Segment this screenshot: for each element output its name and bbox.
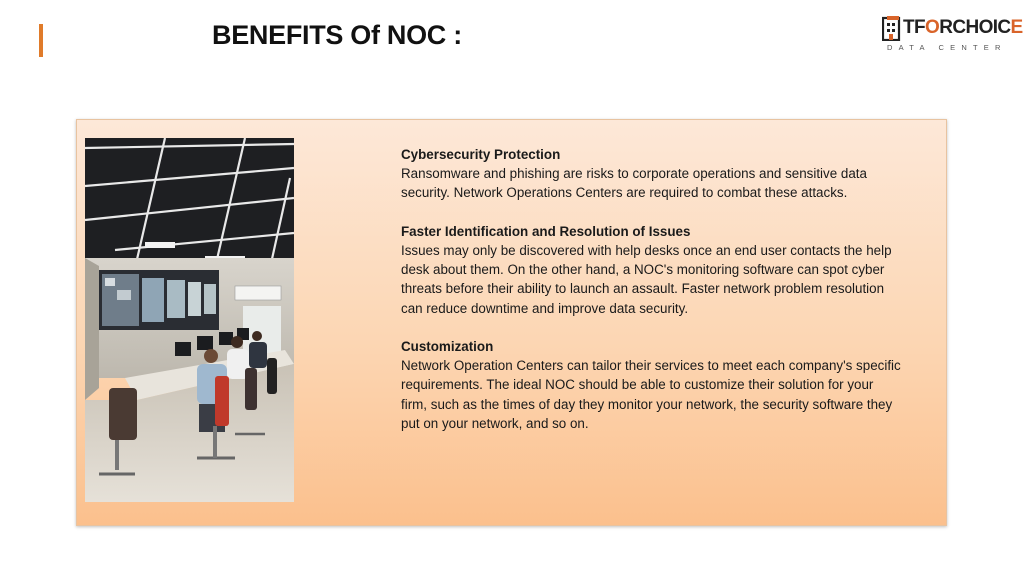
section-customization <box>401 337 901 433</box>
section-faster-resolution <box>401 222 901 318</box>
benefits-text <box>401 145 901 452</box>
logo-wordmark <box>882 14 1023 42</box>
section-heading: Customization <box>401 339 494 354</box>
title-accent-bar <box>39 24 43 57</box>
slide-title: BENEFITS Of NOC : <box>212 20 462 50</box>
section-body: Network Operation Centers can tailor their services to meet each company's specific requirements. The ideal NOC should be able to customize their solution for your firm, such as the times of day they monitor your network, the security software they put on your network, and so on. <box>401 358 901 431</box>
section-cybersecurity <box>401 145 901 203</box>
company-logo <box>882 14 1023 54</box>
logo-text: TFORCHOICE <box>903 17 1023 38</box>
logo-tagline: DATA CENTER <box>887 43 1007 52</box>
section-heading: Faster Identification and Resolution of Issues <box>401 223 691 239</box>
building-icon <box>882 15 902 41</box>
noc-control-room-photo <box>85 138 294 502</box>
section-heading: Cybersecurity Protection <box>401 147 561 162</box>
section-body: Issues may only be discovered with help desks once an end user contacts the help desk about them. On the other hand, a NOC's monitoring software can spot cyber threats before their ability to launch an assault. Faster network problem resolution can reduce downtime and improve data security. <box>401 243 892 316</box>
section-body: Ransomware and phishing are risks to corporate operations and sensitive data security. Network Operations Centers are required to combat these attacks. <box>401 166 867 201</box>
